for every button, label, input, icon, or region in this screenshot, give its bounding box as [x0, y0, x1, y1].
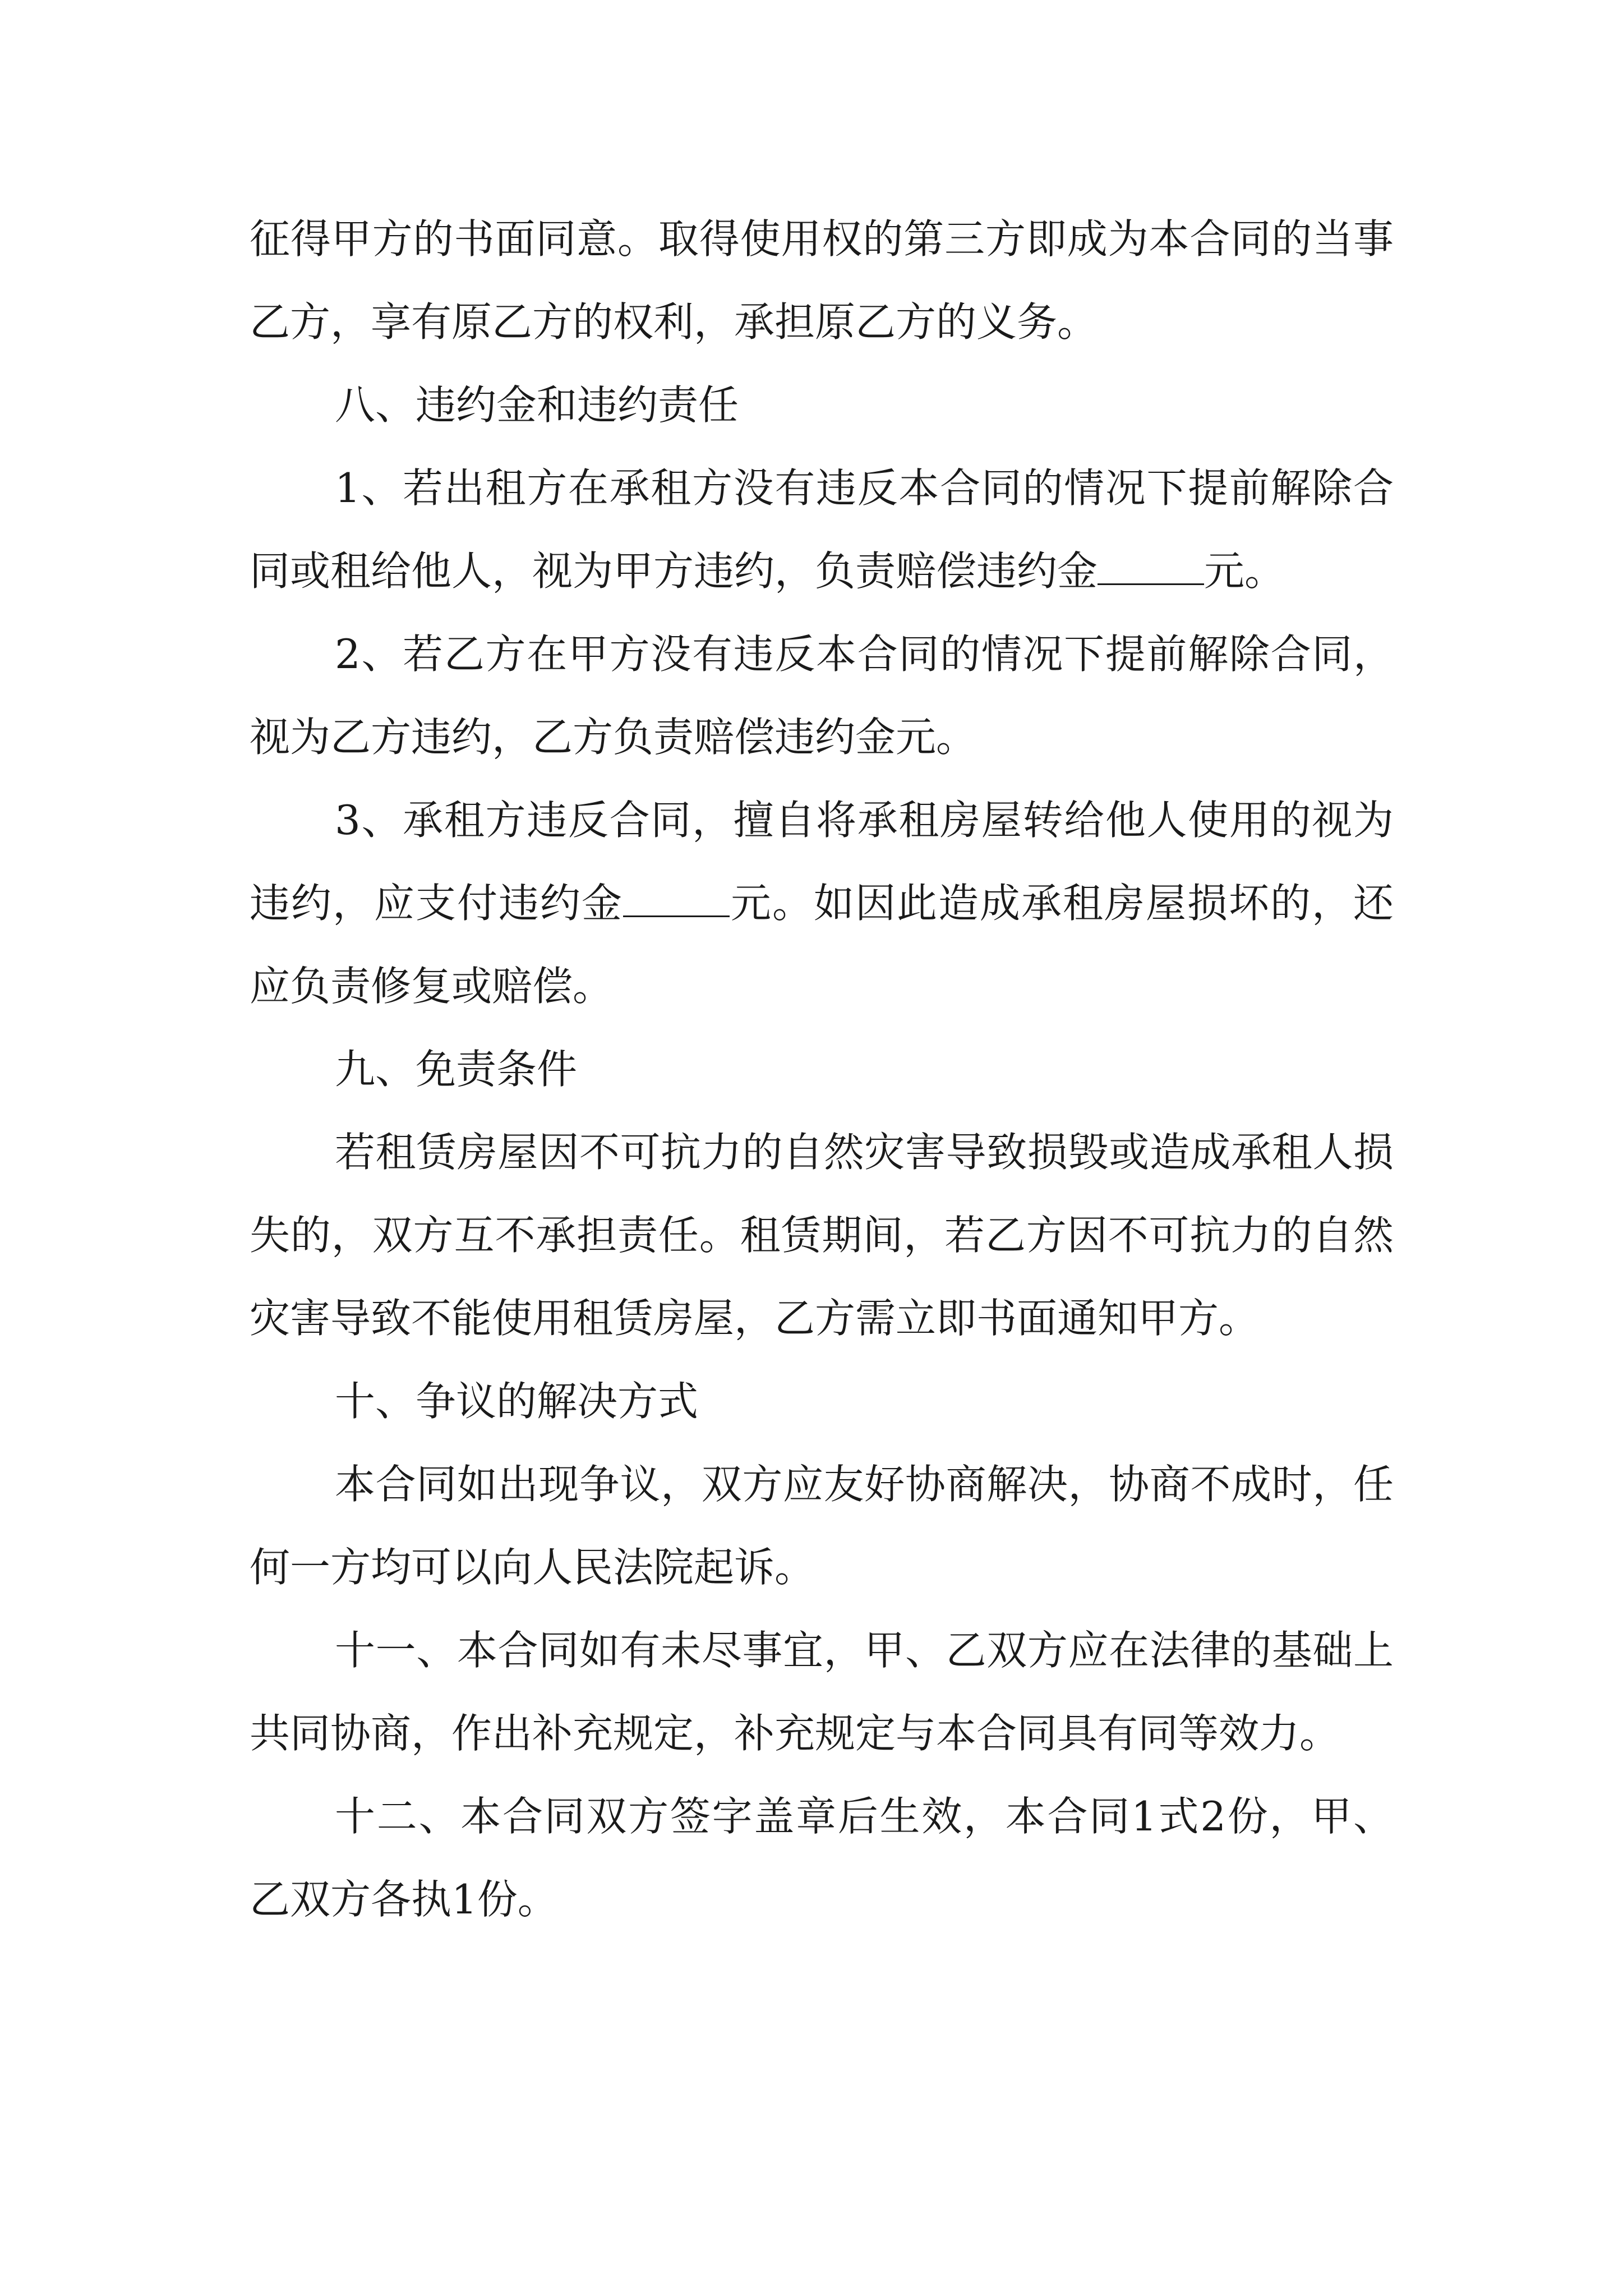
paragraph-continuation: 征得甲方的书面同意。取得使用权的第三方即成为本合同的当事乙方，享有原乙方的权利，承担原乙方的义务。 — [250, 215, 1394, 346]
clause-text: 1、若出租方在承租方没有违反本合同的情况下提前解除合同或租给他人，视为甲方违约，负责赔偿违约金 — [250, 464, 1394, 595]
clause-sublet-breach — [250, 779, 1394, 1028]
clause-text: 3、承租方违反合同，擅自将承租房屋转给他人使用的视为违约，应支付违约金 — [250, 797, 1394, 927]
clause-lessee-breach: 2、若乙方在甲方没有违反本合同的情况下提前解除合同，视为乙方违约，乙方负责赔偿违约金元。 — [250, 631, 1394, 761]
section-heading-dispute: 十、争议的解决方式 — [335, 1378, 699, 1425]
section-heading-exemption: 九、免责条件 — [335, 1046, 578, 1093]
blank-line — [1098, 550, 1204, 585]
contract-body — [250, 197, 1394, 1941]
clause-dispute: 本合同如出现争议，双方应友好协商解决，协商不成时，任何一方均可以向人民法院起诉。 — [250, 1461, 1394, 1591]
blank-line — [623, 882, 730, 917]
section-heading-breach: 八、违约金和违约责任 — [335, 381, 739, 429]
clause-effective: 十二、本合同双方签字盖章后生效，本合同1式2份，甲、乙双方各执1份。 — [250, 1793, 1394, 1923]
clause-text: 元。 — [1204, 547, 1285, 595]
clause-text: 元。如因此造成承租房屋损坏的，还应负责修复或赔偿。 — [250, 880, 1394, 1010]
clause-supplement: 十一、本合同如有未尽事宜，甲、乙双方应在法律的基础上共同协商，作出补充规定，补充规定与本合同具有同等效力。 — [250, 1627, 1394, 1757]
clause-lessor-breach — [250, 447, 1394, 613]
clause-force-majeure: 若租赁房屋因不可抗力的自然灾害导致损毁或造成承租人损失的，双方互不承担责任。租赁期间，若乙方因不可抗力的自然灾害导致不能使用租赁房屋，乙方需立即书面通知甲方。 — [250, 1129, 1394, 1342]
